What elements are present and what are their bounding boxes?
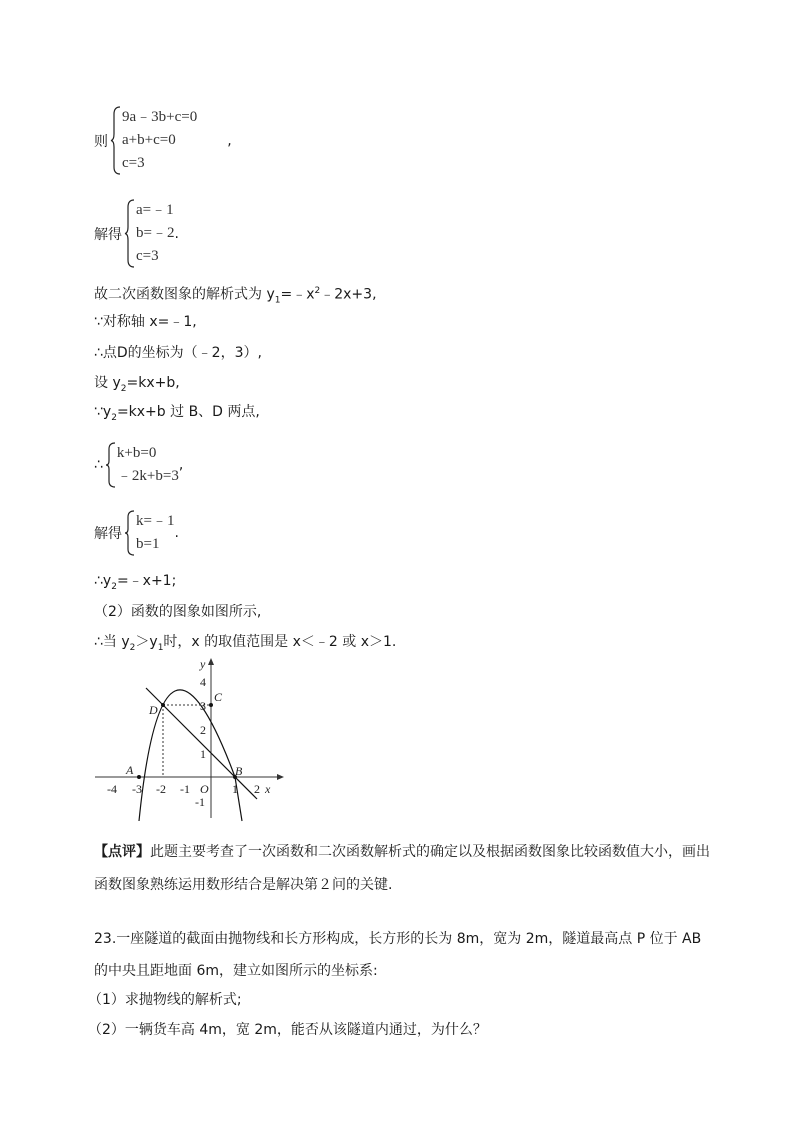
y-axis-label: y xyxy=(200,657,206,671)
point-d-label: D xyxy=(149,703,158,717)
text-line: $\therefore y_2=﹣x+1$; xyxy=(94,573,177,592)
system-tail: . xyxy=(174,225,179,242)
equation: a+b+c=0 xyxy=(122,132,176,148)
comment-label: 【点评】 xyxy=(94,844,150,860)
y-axis-arrow-icon xyxy=(208,658,214,665)
text-line: 故二次函数图象的解析式为 $y_1=﹣x^2﹣2x+3$, xyxy=(94,286,377,306)
function-graph xyxy=(92,656,292,822)
problem-23-intro: 23.一座隧道的截面由抛物线和长方形构成，长方形的长为 8m，宽为 2m，隧道最高点 P 位于 AB 的中央且距地面 6m，建立如图所示的坐标系: xyxy=(94,931,702,979)
y-tick-label: -1 xyxy=(195,795,205,809)
system-tail: , xyxy=(227,132,232,149)
x-axis-label: x xyxy=(265,782,271,796)
equation: c=3 xyxy=(136,248,159,264)
comment-text: 此题主要考查了一次函数和二次函数解析式的确定以及根据函数图象比较函数值大小，画出函数图象熟练运用数形结合是解决第２问的关键. xyxy=(94,844,710,893)
point-a xyxy=(137,775,141,779)
x-tick-label: -1 xyxy=(180,782,190,796)
equation: 9a﹣3b+c=0 xyxy=(122,109,198,125)
equation-list xyxy=(117,442,179,488)
equation-list xyxy=(122,106,197,175)
system-prefix: ∴ xyxy=(94,457,103,473)
point-c xyxy=(209,703,213,707)
system-prefix: 解得 xyxy=(94,526,122,542)
y-tick-label: 3 xyxy=(200,699,206,713)
text-line: ∴当 $y_2>y_1$时，x 的取值范围是 x＜﹣2 或 x＞1. xyxy=(94,634,397,653)
system-tail: , xyxy=(178,457,184,473)
y-tick-label: 4 xyxy=(200,675,206,689)
left-brace xyxy=(124,199,136,268)
equation-list xyxy=(136,510,174,556)
equation-system-3 xyxy=(94,442,183,488)
x-tick-label: 1 xyxy=(232,782,238,796)
equation: k+b=0 xyxy=(116,445,157,461)
point-d xyxy=(161,703,165,707)
origin-label: O xyxy=(200,782,209,796)
point-c-label: C xyxy=(214,690,223,704)
text-line: ∴点D的坐标为（﹣2，3）, xyxy=(94,345,262,361)
x-tick-label: -4 xyxy=(107,782,117,796)
problem-23-q2: （2）一辆货车高 4m，宽 2m，能否从该隧道内通过，为什么？ xyxy=(88,1022,487,1038)
equation-system-4 xyxy=(94,510,179,556)
x-tick-label: 2 xyxy=(254,782,260,796)
system-prefix: 则 xyxy=(94,133,108,150)
point-b-label: B xyxy=(235,764,243,778)
equation: a=﹣1 xyxy=(136,202,174,218)
y-tick-label: 2 xyxy=(200,723,206,737)
comment-paragraph xyxy=(94,836,714,902)
x-tick-label: -3 xyxy=(132,782,142,796)
left-brace xyxy=(124,510,136,556)
problem-23-q1: （1）求抛物线的解析式; xyxy=(88,992,242,1008)
equation-system-1 xyxy=(94,106,232,175)
y-tick-label: 1 xyxy=(200,747,206,761)
system-prefix: 解得 xyxy=(94,226,122,243)
text-line: $\because y_2=kx+b$ 过 B、D 两点, xyxy=(94,404,260,423)
system-tail: . xyxy=(174,525,179,541)
equation-system-2 xyxy=(94,199,179,268)
x-tick-label: -2 xyxy=(156,782,166,796)
text-line: （2）函数的图象如图所示, xyxy=(94,604,262,620)
text-line: 设 $y_2=kx+b$, xyxy=(94,375,180,394)
equation: ﹣2k+b=3 xyxy=(116,468,179,484)
equation: k=﹣1 xyxy=(136,513,175,529)
text-line: ∵对称轴 x=﹣1, xyxy=(94,314,197,330)
equation: b=﹣2 xyxy=(136,225,175,241)
equation-list xyxy=(136,199,174,268)
point-a-label: A xyxy=(126,763,134,777)
left-brace xyxy=(105,442,117,488)
left-brace xyxy=(110,106,122,175)
x-axis-arrow-icon xyxy=(277,774,284,780)
equation: b=1 xyxy=(136,536,160,552)
equation: c=3 xyxy=(122,155,145,171)
